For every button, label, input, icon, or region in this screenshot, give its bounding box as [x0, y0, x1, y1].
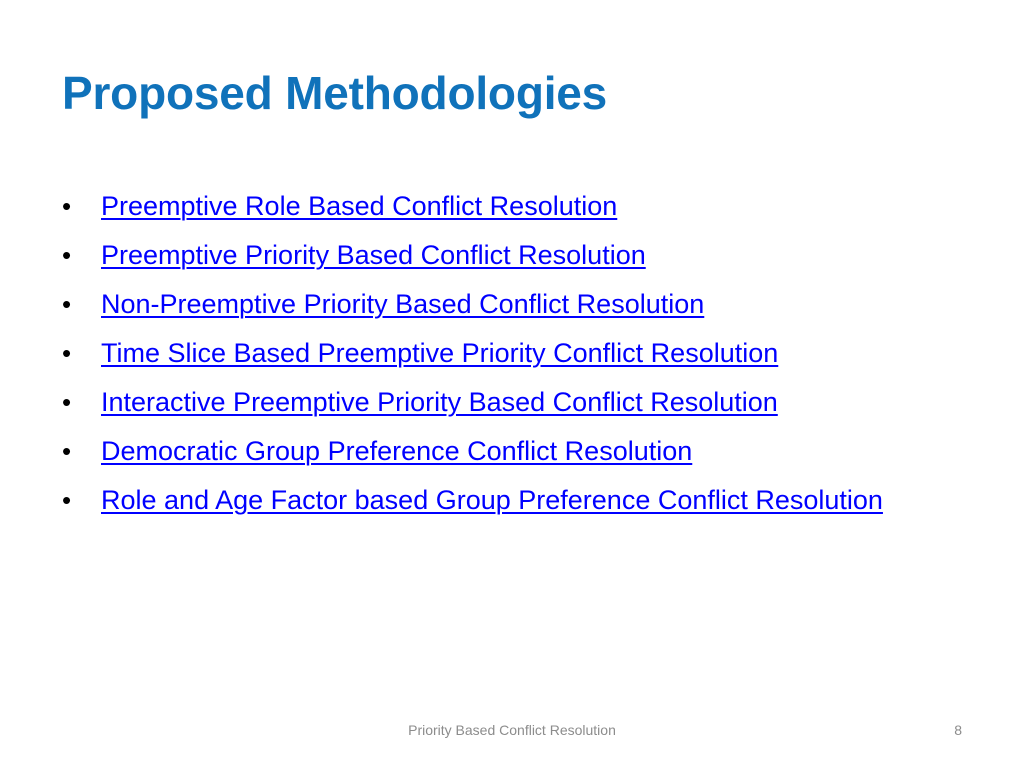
list-item: [62, 431, 962, 471]
methodology-link[interactable]: Preemptive Role Based Conflict Resolution: [101, 191, 618, 221]
bullet-icon: •: [62, 436, 72, 466]
list-item: [62, 382, 962, 422]
bullet-icon: •: [62, 191, 72, 221]
methodology-link[interactable]: Role and Age Factor based Group Preference Conflict Resolution: [101, 485, 883, 515]
slide-footer: Priority Based Conflict Resolution: [408, 722, 616, 738]
methodology-link[interactable]: Non-Preemptive Priority Based Conflict Resolution: [101, 289, 705, 319]
bullet-icon: •: [62, 338, 72, 368]
list-item: [62, 284, 962, 324]
methodology-link[interactable]: Time Slice Based Preemptive Priority Conflict Resolution: [101, 338, 779, 368]
methodology-link[interactable]: Interactive Preemptive Priority Based Conflict Resolution: [101, 387, 778, 417]
list-item: [62, 186, 962, 226]
page-number: 8: [954, 722, 962, 738]
list-item: [62, 333, 962, 373]
list-item: [62, 480, 962, 520]
slide-title: Proposed Methodologies: [62, 67, 608, 119]
bullet-icon: •: [62, 387, 72, 417]
list-item: [62, 235, 962, 275]
bullet-list: [62, 186, 962, 529]
methodology-link[interactable]: Democratic Group Preference Conflict Resolution: [101, 436, 693, 466]
methodology-link[interactable]: Preemptive Priority Based Conflict Resolution: [101, 240, 646, 270]
bullet-icon: •: [62, 485, 72, 515]
bullet-icon: •: [62, 240, 72, 270]
bullet-icon: •: [62, 289, 72, 319]
